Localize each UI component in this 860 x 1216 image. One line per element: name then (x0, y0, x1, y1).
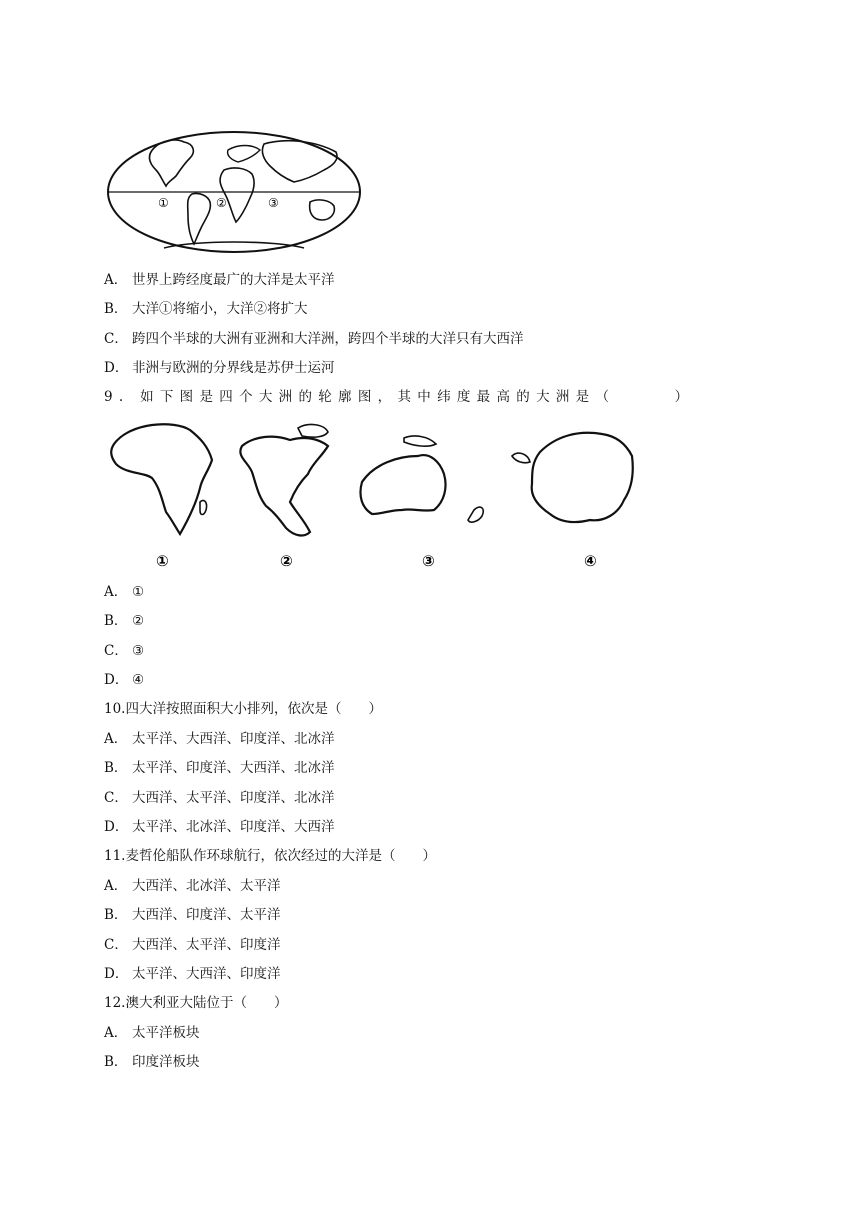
q9-option-d: D． ④ (104, 672, 145, 688)
figure-label-1: ① (156, 552, 169, 570)
continent-australia-outline (360, 455, 445, 514)
map-label-2: ② (216, 196, 227, 210)
q11-option-c: C． 大西洋、太平洋、印度洋 (104, 937, 281, 953)
new-guinea-outline (404, 436, 436, 446)
world-map-figure (104, 130, 366, 262)
continent-antarctica-outline (532, 433, 633, 522)
q12-option-b: B． 印度洋板块 (104, 1054, 200, 1070)
q9-option-a: A． ① (104, 584, 145, 600)
q8-option-d: D． 非洲与欧洲的分界线是苏伊士运河 (104, 360, 335, 376)
map-label-3: ③ (268, 196, 279, 210)
madagascar-outline (200, 500, 207, 514)
south-america-shape (188, 193, 211, 244)
q11-option-a: A． 大西洋、北冰洋、太平洋 (104, 878, 281, 894)
figure-label-3: ③ (422, 552, 435, 570)
q9-option-b: B． ② (104, 613, 145, 629)
q10-stem: 10.四大洋按照面积大小排列，依次是（ ） (104, 701, 382, 717)
continent-africa-outline (111, 424, 212, 534)
australia-shape (310, 200, 335, 220)
europe-shape (228, 146, 260, 163)
q8-option-b: B． 大洋①将缩小，大洋②将扩大 (104, 301, 308, 317)
q10-option-a: A． 太平洋、大西洋、印度洋、北冰洋 (104, 731, 335, 747)
q12-stem: 12.澳大利亚大陆位于（ ） (104, 995, 288, 1011)
q9-stem: 9. 如下图是四个大洲的轮廓图，其中纬度最高的大洲是（ ） (104, 389, 695, 405)
figure-label-4: ④ (584, 552, 597, 570)
north-america-shape (150, 140, 194, 186)
continent-north-america-outline (240, 437, 328, 536)
continents-figure (104, 416, 644, 572)
asia-shape (262, 141, 337, 182)
q10-option-d: D． 太平洋、北冰洋、印度洋、大西洋 (104, 819, 335, 835)
map-label-1: ① (158, 196, 169, 210)
new-zealand-outline (468, 507, 483, 522)
africa-shape (220, 168, 254, 222)
antarctic-peninsula-outline (512, 453, 530, 463)
q10-option-b: B． 太平洋、印度洋、大西洋、北冰洋 (104, 760, 335, 776)
q11-option-b: B． 大西洋、印度洋、太平洋 (104, 907, 281, 923)
q11-option-d: D． 太平洋、大西洋、印度洋 (104, 966, 281, 982)
q10-option-c: C． 大西洋、太平洋、印度洋、北冰洋 (104, 790, 335, 806)
q9-option-c: C． ③ (104, 643, 145, 659)
figure-label-2: ② (280, 552, 293, 570)
q8-option-a: A． 世界上跨经度最广的大洋是太平洋 (104, 272, 335, 288)
q11-stem: 11.麦哲伦船队作环球航行，依次经过的大洋是（ ） (104, 848, 436, 864)
greenland-outline (298, 425, 328, 438)
q12-option-a: A． 太平洋板块 (104, 1025, 200, 1041)
q8-option-c: C． 跨四个半球的大洲有亚洲和大洋洲，跨四个半球的大洋只有大西洋 (104, 331, 524, 347)
